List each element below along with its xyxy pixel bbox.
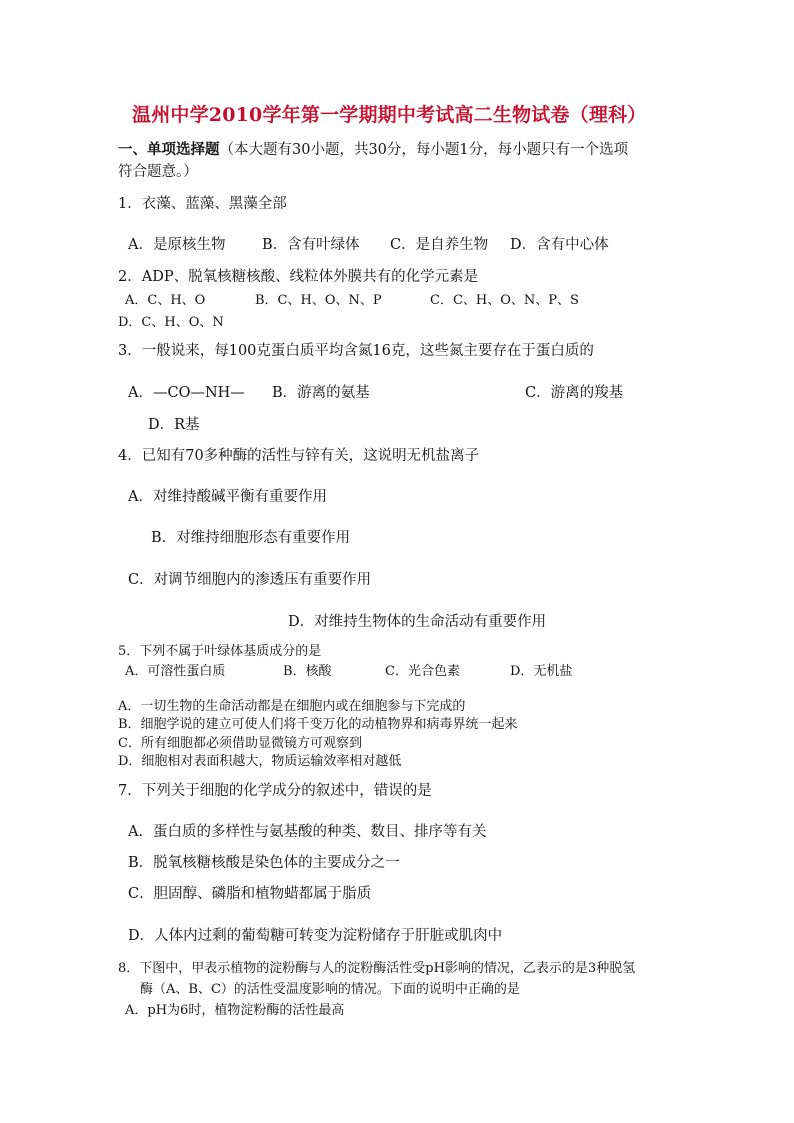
question-5-option-d: D．无机盐 <box>510 664 573 679</box>
question-7-stem: 7．下列关于细胞的化学成分的叙述中，错误的是 <box>118 783 432 799</box>
section-instruction-line2: 符合题意。） <box>118 164 198 180</box>
question-4-option-c: C．对调节细胞内的渗透压有重要作用 <box>128 572 372 588</box>
question-1-option-a: A．是原核生物 <box>128 237 226 253</box>
question-6-option-c: C．所有细胞都必须借助显微镜方可观察到 <box>118 736 362 751</box>
section-instruction-line1: （本大题有30小题，共30分，每小题1分，每小题只有一个选项 <box>219 142 629 158</box>
question-7-option-b: B．脱氧核糖核酸是染色体的主要成分之一 <box>128 855 400 871</box>
question-5-stem: 5．下列不属于叶绿体基质成分的是 <box>118 644 322 659</box>
question-6-option-a: A．一切生物的生命活动都是在细胞内或在细胞参与下完成的 <box>118 699 466 714</box>
question-8-option-a: A．pH为6时，植物淀粉酶的活性最高 <box>125 1003 345 1018</box>
question-6-option-b: B．细胞学说的建立可使人们将千变万化的动植物界和病毒界统一起来 <box>118 717 518 732</box>
question-6-option-d: D．细胞相对表面积越大，物质运输效率相对越低 <box>118 754 402 769</box>
question-3-option-b: B．游离的氨基 <box>272 385 370 401</box>
page-title: 温州中学2010学年第一学期期中考试高二生物试卷（理科） <box>132 104 647 126</box>
question-4-option-d: D．对维持生物体的生命活动有重要作用 <box>288 614 547 630</box>
question-5-option-c: C．光合色素 <box>385 664 460 679</box>
question-2-option-b: B．C、H、O、N、P <box>255 293 382 308</box>
question-3-option-c: C．游离的羧基 <box>525 385 624 401</box>
question-8-stem-line2: 酶（A、B、C）的活性受温度影响的情况。下面的说明中正确的是 <box>140 982 520 997</box>
question-1-option-d: D．含有中心体 <box>510 237 609 253</box>
question-2-stem: 2．ADP、脱氧核糖核酸、线粒体外膜共有的化学元素是 <box>118 269 479 285</box>
question-3-stem: 3．一般说来，每100克蛋白质平均含氮16克，这些氮主要存在于蛋白质的 <box>118 343 594 359</box>
question-7-option-d: D．人体内过剩的葡萄糖可转变为淀粉储存于肝脏或肌肉中 <box>128 928 503 944</box>
question-1-option-c: C．是自养生物 <box>390 237 489 253</box>
question-5-option-b: B．核酸 <box>283 664 332 679</box>
question-5-option-a: A．可溶性蛋白质 <box>125 664 226 679</box>
question-3-option-a: A．—CO—NH— <box>128 385 245 401</box>
question-2-option-c: C．C、H、O、N、P、S <box>430 293 579 308</box>
question-7-option-c: C．胆固醇、磷脂和植物蜡都属于脂质 <box>128 886 372 902</box>
question-1-stem: 1．衣藻、蓝藻、黑藻全部 <box>118 196 287 212</box>
question-4-stem: 4．已知有70多种酶的活性与锌有关，这说明无机盐离子 <box>118 448 480 464</box>
question-4-option-b: B．对维持细胞形态有重要作用 <box>151 530 351 546</box>
question-4-option-a: A．对维持酸碱平衡有重要作用 <box>128 489 327 505</box>
section-heading: 一、单项选择题 <box>118 141 220 158</box>
question-2-option-d: D．C、H、O、N <box>118 315 224 330</box>
question-3-option-d: D．R基 <box>148 417 200 433</box>
question-2-option-a: A．C、H、O <box>125 293 206 308</box>
question-7-option-a: A．蛋白质的多样性与氨基酸的种类、数目、排序等有关 <box>128 824 487 840</box>
question-8-stem: 8．下图中，甲表示植物的淀粉酶与人的淀粉酶活性受pH影响的情况，乙表示的是3种脱氢 <box>118 961 636 976</box>
section-instruction <box>118 143 628 158</box>
question-1-option-b: B．含有叶绿体 <box>262 237 360 253</box>
